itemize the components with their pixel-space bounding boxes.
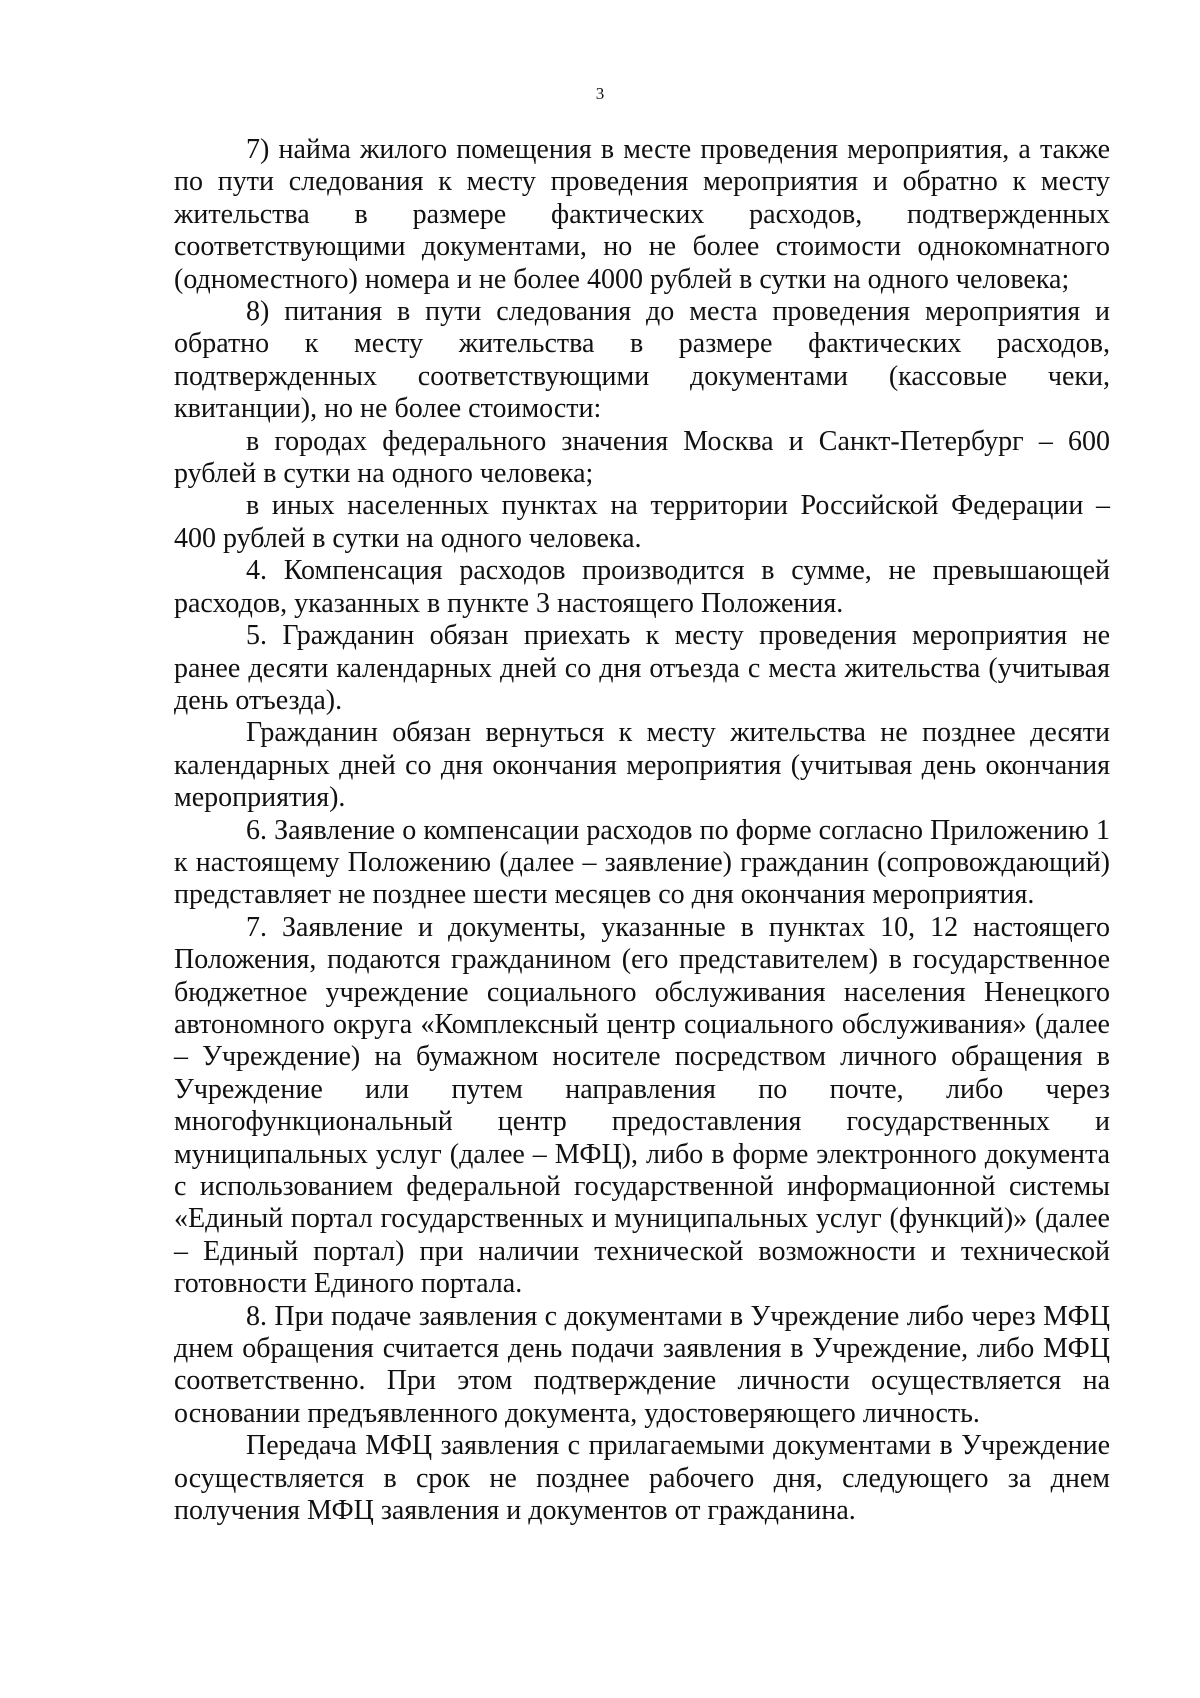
paragraph-federal-cities: в городах федерального значения Москва и Санкт-Петербург – 600 рублей в сутки на одного человека; — [174, 425, 1110, 490]
paragraph-clause-8: 8. При подаче заявления с документами в Учреждение либо через МФЦ днем обращения считается день подачи заявления в Учреждение, либо МФЦ соответственно. При этом подтверждение личности осуществляется на основании предъявленного документа, удостоверяющего личность. — [174, 1300, 1110, 1429]
document-body — [174, 134, 1110, 1527]
paragraph-clause-5: 5. Гражданин обязан приехать к месту проведения мероприятия не ранее десяти календарных дней со дня отъезда с места жительства (учитывая день отъезда). — [174, 620, 1110, 716]
page-number: 3 — [595, 84, 605, 103]
paragraph-item-7-lodging: 7) найма жилого помещения в месте проведения мероприятия, а также по пути следования к месту проведения мероприятия и обратно к месту жительства в размере фактических расходов, подтвержденных соответствующими документами, но не более стоимости однокомнатного (одноместного) номера и не более 4000 рублей в сутки на одного человека; — [174, 134, 1110, 295]
paragraph-clause-5-return: Гражданин обязан вернуться к месту жительства не позднее десяти календарных дней со дня окончания мероприятия (учитывая день окончания мероприятия). — [174, 717, 1110, 814]
paragraph-clause-8-transfer: Передача МФЦ заявления с прилагаемыми документами в Учреждение осуществляется в срок не позднее рабочего дня, следующего за днем получения МФЦ заявления и документов от гражданина. — [174, 1430, 1110, 1527]
paragraph-other-settlements: в иных населенных пунктах на территории Российской Федерации – 400 рублей в сутки на одного человека. — [174, 490, 1110, 554]
paragraph-clause-7: 7. Заявление и документы, указанные в пунктах 10, 12 настоящего Положения, подаются гражданином (его представителем) в государственное бюджетное учреждение социального обслуживания населения Ненецкого автономного округа «Комплексный центр социального обслуживания» (далее – Учреждение) на бумажном носителе посредством личного обращения в Учреждение или путем направления по почте, либо через многофункциональный центр предоставления государственных и муниципальных услуг (далее – МФЦ), либо в форме электронного документа с использованием федеральной государственной информационной системы «Единый портал государственных и муниципальных услуг (функций)» (далее – Единый портал) при наличии технической возможности и технической готовности Единого портала. — [174, 911, 1110, 1300]
paragraph-clause-4: 4. Компенсация расходов производится в сумме, не превышающей расходов, указанных в пункте 3 настоящего Положения. — [174, 555, 1110, 619]
paragraph-item-8-meals: 8) питания в пути следования до места проведения мероприятия и обратно к месту жительства в размере фактических расходов, подтвержденных соответствующими документами (кассовые чеки, квитанции), но не более стоимости: — [174, 296, 1110, 425]
paragraph-clause-6: 6. Заявление о компенсации расходов по форме согласно Приложению 1 к настоящему Положению (далее – заявление) гражданин (сопровождающий) представляет не позднее шести месяцев со дня окончания мероприятия. — [174, 814, 1110, 911]
